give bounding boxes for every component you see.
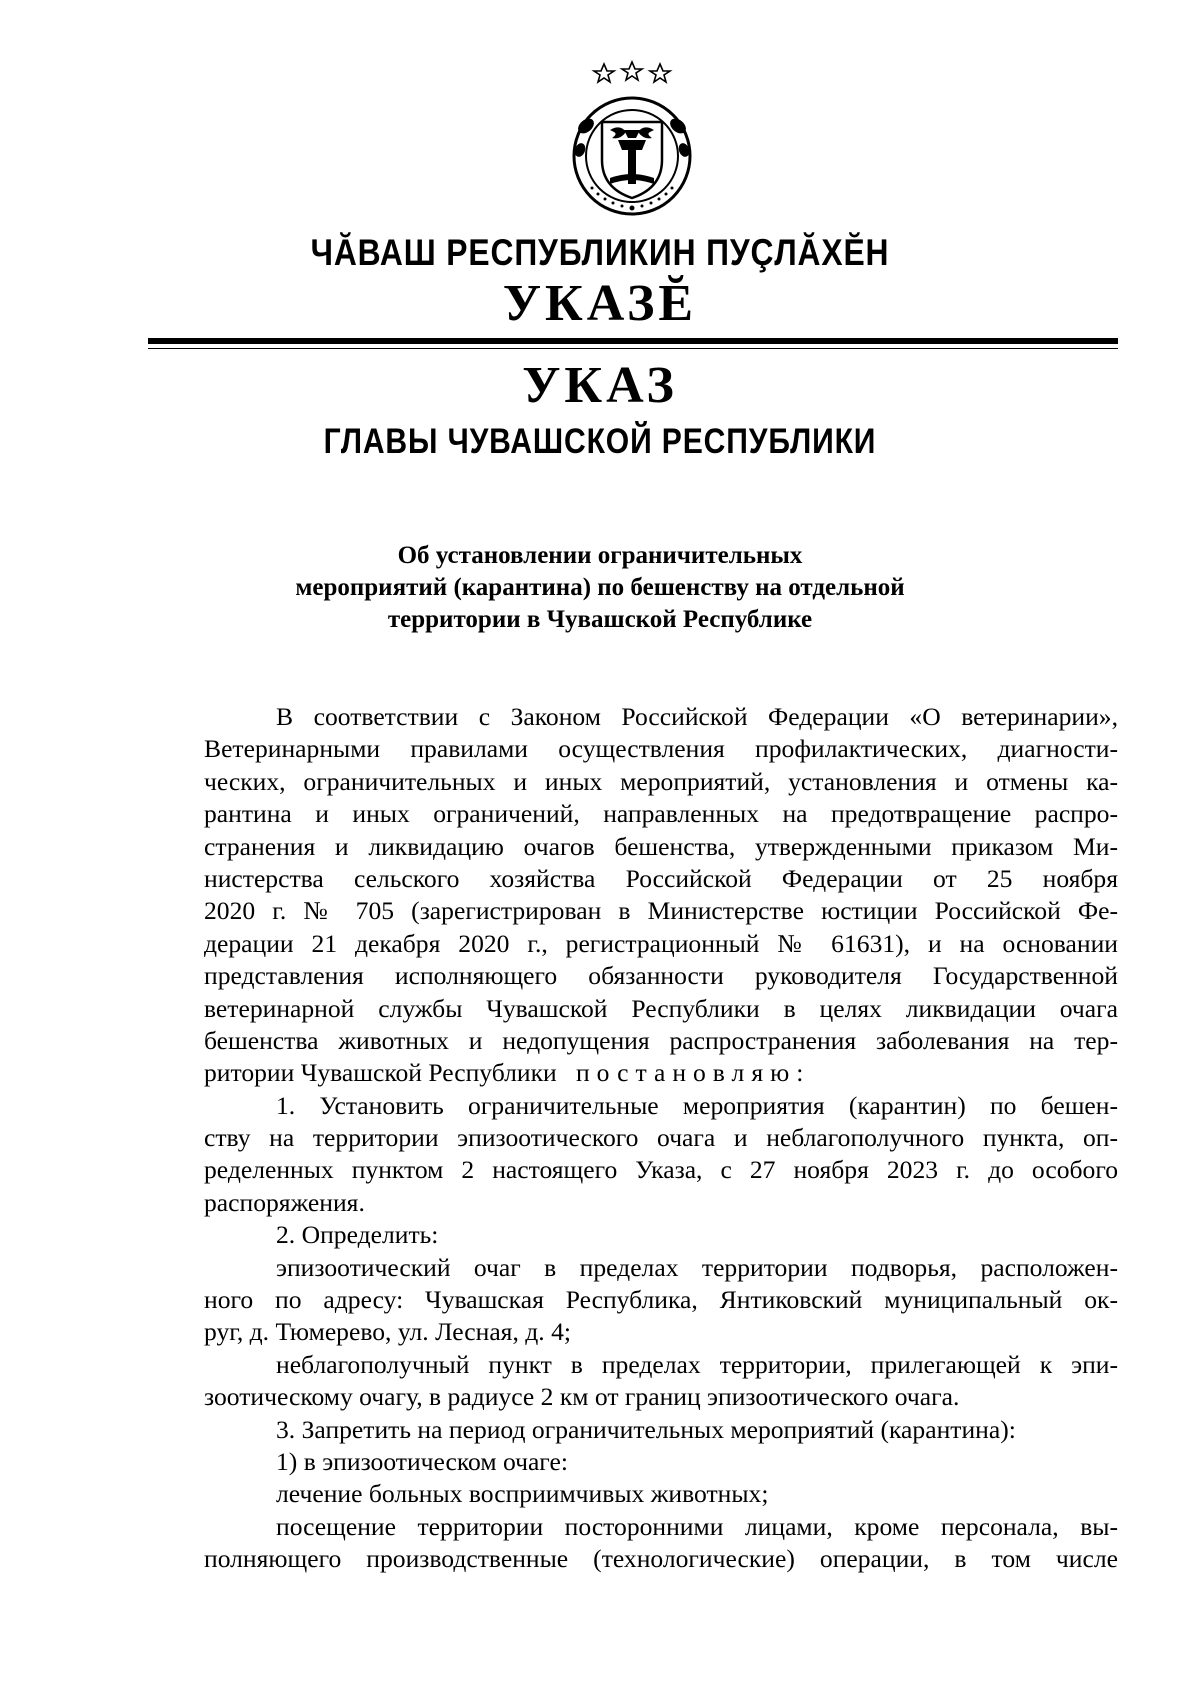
body-line: 2020 г. № 705 (зарегистрирован в Министерстве юстиции Российской Фе- — [204, 896, 1118, 926]
document-body — [204, 701, 1118, 1576]
body-line: 1) в эпизоотическом очаге: — [276, 1446, 568, 1476]
body-line: ческих, ограничительных и иных мероприятий, установления и отмены ка- — [204, 766, 1118, 796]
body-line: посещение территории посторонними лицами, кроме персонала, вы- — [276, 1511, 1118, 1541]
body-line: рантина и иных ограничений, направленных на предотвращение распро- — [204, 799, 1118, 829]
body-line: эпизоотический очаг в пределах территории подворья, расположен- — [276, 1252, 1118, 1282]
title-line: мероприятий (карантина) по бешенству на отдельной — [295, 574, 905, 601]
title-line: Об установлении ограничительных — [397, 542, 803, 569]
body-line: представления исполняющего обязанности руководителя Государственной — [204, 961, 1118, 991]
body-line: распоряжения. — [204, 1187, 365, 1217]
body-line: 1. Установить ограничительные мероприятия (карантин) по бешен- — [276, 1090, 1118, 1120]
body-text: ритории Чувашской Республики — [204, 1058, 557, 1088]
body-line: ству на территории эпизоотического очага и неблагополучного пункта, оп- — [204, 1123, 1118, 1153]
body-line: ветеринарной службы Чувашской Республики в целях ликвидации очага — [204, 993, 1118, 1023]
header-divider-thick — [148, 338, 1118, 344]
body-line: В соответствии с Законом Российской Федерации «О ветеринарии», — [276, 702, 1118, 731]
body-line: нистерства сельского хозяйства Российской Федерации от 25 ноября — [204, 863, 1118, 893]
body-line: зоотическому очагу, в радиусе 2 км от границ эпизоотического очага. — [204, 1382, 960, 1412]
resolution-word: постановляю: — [575, 1058, 811, 1088]
body-line: лечение больных восприимчивых животных; — [276, 1479, 769, 1509]
body-line: бешенства животных и недопущения распространения заболевания на тер- — [204, 1025, 1118, 1055]
title-line: территории в Чувашской Республике — [387, 606, 813, 633]
body-line: странения и ликвидацию очагов бешенства, утвержденными приказом Ми- — [204, 831, 1118, 861]
body-line: Ветеринарными правилами осуществления профилактических, диагности- — [204, 734, 1118, 764]
body-line: 2. Определить: — [276, 1220, 439, 1250]
body-line: полняющего производственные (технологические) операции, в том числе — [204, 1544, 1118, 1574]
body-line: руг, д. Тюмерево, ул. Лесная, д. 4; — [204, 1317, 571, 1347]
header-chuvash-line1: ЧĂВАШ РЕСПУБЛИКИН ПУÇЛĂХĔН — [310, 232, 890, 273]
header-russian-line1: УКАЗ — [522, 357, 678, 414]
header-russian-line2: ГЛАВЫ ЧУВАШСКОЙ РЕСПУБЛИКИ — [323, 422, 877, 461]
header-divider-thin — [148, 348, 1118, 349]
document-title — [0, 540, 1200, 636]
body-line — [204, 1057, 1118, 1089]
body-line: неблагополучный пункт в пределах территории, прилегающей к эпи- — [276, 1349, 1118, 1379]
body-line: дерации 21 декабря 2020 г., регистрационный № 61631), и на основании — [204, 928, 1118, 958]
body-line: ного по адресу: Чувашская Республика, Янтиковский муниципальный ок- — [204, 1285, 1118, 1315]
coat-of-arms-icon — [562, 60, 702, 220]
body-line: 3. Запретить на период ограничительных мероприятий (карантина): — [276, 1414, 1016, 1444]
body-line: ределенных пунктом 2 настоящего Указа, с 27 ноября 2023 г. до особого — [204, 1155, 1118, 1185]
header-chuvash-line2: УКАЗĔ — [502, 275, 698, 332]
